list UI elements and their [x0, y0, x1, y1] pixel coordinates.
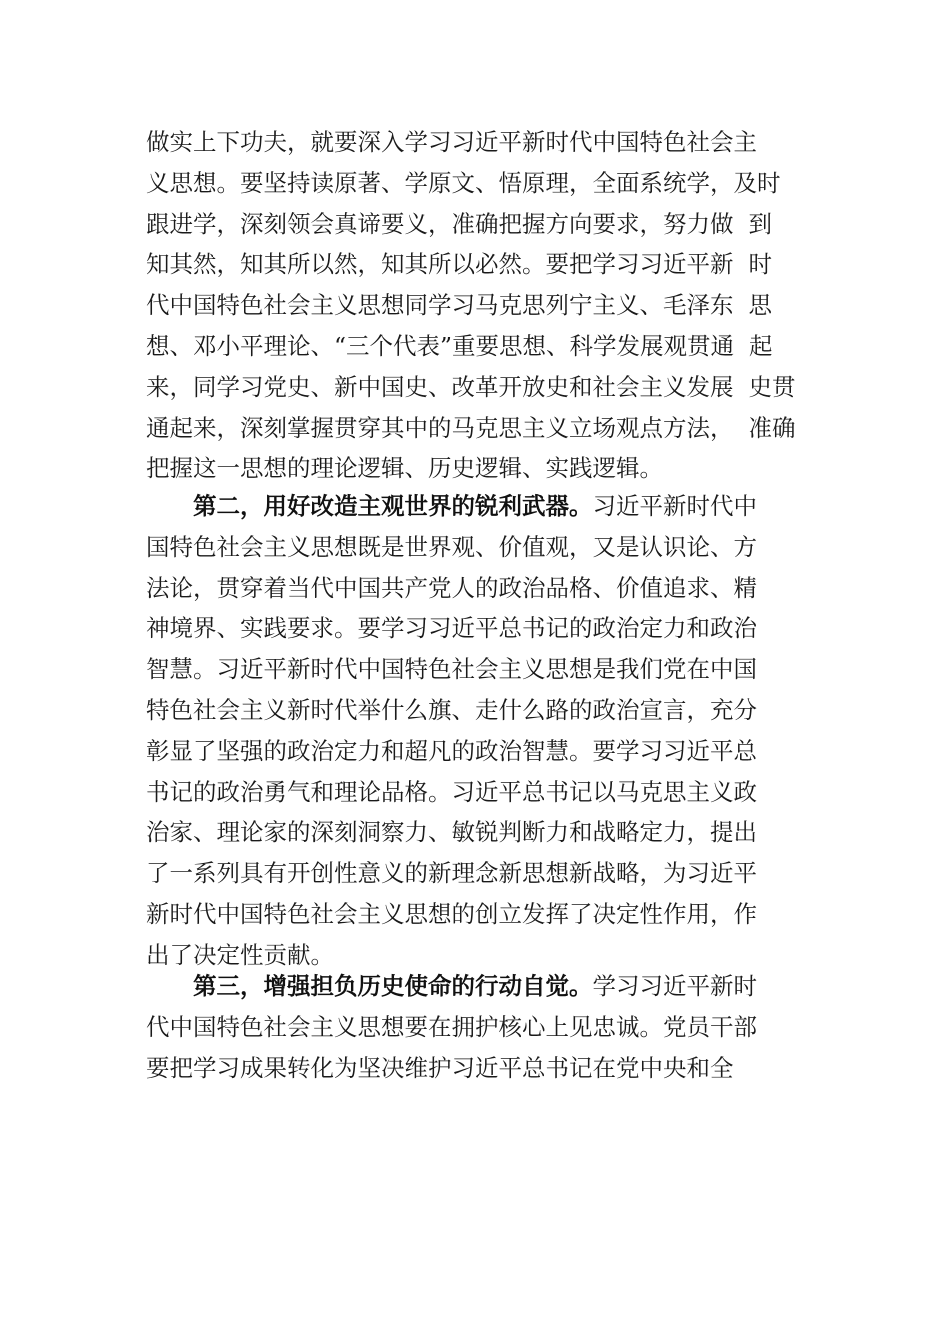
paragraph-line: 书记的政治勇气和理论品格。习近平总书记以马克思主义政: [146, 777, 757, 806]
paragraph-line: 要把学习成果转化为坚决维护习近平总书记在党中央和全: [146, 1053, 734, 1082]
paragraph-heading: 第三，增强担负历史使命的行动自觉。: [193, 972, 593, 1000]
paragraph-line: 代中国特色社会主义思想要在拥护核心上见忠诚。党员干部: [146, 1012, 757, 1041]
paragraph-line: 智慧。习近平新时代中国特色社会主义思想是我们党在中国: [146, 655, 757, 684]
paragraph-2: [146, 486, 836, 976]
paragraph-line: 知其然，知其所以然，知其所以必然。要把学习习近平新 时: [146, 250, 772, 279]
paragraph-text: 习近平新时代中: [592, 492, 757, 520]
paragraph-line: 新时代中国特色社会主义思想的创立发挥了决定性作用，作: [146, 899, 757, 928]
paragraph-heading: 第二，用好改造主观世界的锐利武器。: [193, 492, 593, 520]
paragraph-line: 把握这一思想的理论逻辑、历史逻辑、实践逻辑。: [146, 454, 663, 483]
paragraph-text: 学习习近平新时: [592, 972, 757, 1000]
paragraph-line: 特色社会主义新时代举什么旗、走什么路的政治宣言，充分: [146, 695, 757, 724]
paragraph-line: 神境界、实践要求。要学习习近平总书记的政治定力和政治: [146, 614, 757, 643]
paragraph-line: 治家、理论家的深刻洞察力、敏锐判断力和战略定力，提出: [146, 818, 757, 847]
paragraph-line: 彰显了坚强的政治定力和超凡的政治智慧。要学习习近平总: [146, 736, 757, 765]
paragraph-line: 来，同学习党史、新中国史、改革开放史和社会主义发展 史贯: [146, 372, 796, 401]
paragraph-line: 出了决定性贡献。: [146, 940, 334, 969]
paragraph-line: 做实上下功夫，就要深入学习习近平新时代中国特色社会主: [146, 128, 757, 156]
paragraph-first-line: [146, 966, 836, 1007]
paragraph-first-line: [146, 486, 836, 527]
paragraph-1: [146, 122, 836, 489]
paragraph-line: 国特色社会主义思想既是世界观、价值观，又是认识论、方: [146, 532, 757, 561]
paragraph-3: [146, 966, 836, 1088]
paragraph-line: 法论，贯穿着当代中国共产党人的政治品格、价值追求、精: [146, 573, 757, 602]
paragraph-line: 义思想。要坚持读原著、学原文、悟原理，全面系统学，及时: [146, 168, 781, 197]
paragraph-line: 想、邓小平理论、“三个代表”重要思想、科学发展观贯通 起: [146, 331, 773, 360]
paragraph-line: 通起来，深刻掌握贯穿其中的马克思主义立场观点方法， 准确: [146, 413, 796, 442]
paragraph-line: 代中国特色社会主义思想同学习马克思列宁主义、毛泽东 思: [146, 291, 772, 320]
paragraph-line: 了一系列具有开创性意义的新理念新思想新战略，为习近平: [146, 859, 757, 888]
paragraph-line: 跟进学，深刻领会真谛要义，准确把握方向要求，努力做 到: [146, 209, 772, 238]
